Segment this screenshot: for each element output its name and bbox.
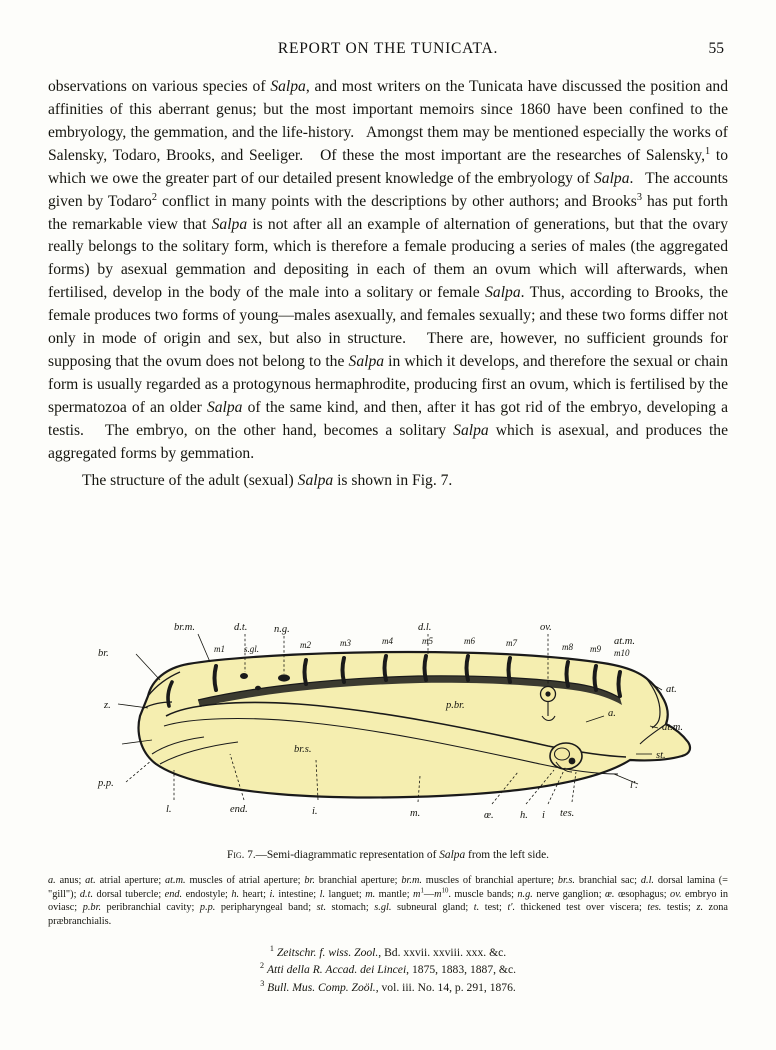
label-m3: m3	[340, 638, 351, 648]
footnote-2: $^2$ Atti della R. Accad. dei Lincei, 1875, 1883, 1887, &c.	[260, 961, 516, 977]
figure-7	[48, 604, 728, 856]
label-ng: n.g.	[274, 624, 290, 635]
label-l: l.	[166, 804, 172, 815]
label-dt: d.t.	[234, 622, 248, 633]
label-tes: tes.	[560, 808, 575, 819]
label-pbr: p.br.	[446, 700, 465, 711]
label-ov: ov.	[540, 622, 552, 633]
figure-caption	[48, 849, 728, 861]
label-l-prime: l'.	[630, 780, 638, 791]
label-atm-right: at.m.	[662, 722, 683, 733]
label-h: h.	[520, 810, 528, 821]
paragraph-2: The structure of the adult (sexual) Salpa is shown in Fig. 7.	[82, 471, 453, 489]
figure-caption-text: Semi-diagrammatic representation of Salpa from the left side.	[266, 849, 549, 861]
label-m6: m6	[464, 636, 475, 646]
label-m2: m2	[300, 640, 311, 650]
footnote-3: $^3$ Bull. Mus. Comp. Zoöl., vol. iii. No. 14, p. 291, 1876.	[260, 978, 516, 994]
label-brs: br.s.	[294, 744, 312, 755]
label-atm-top: at.m.	[614, 636, 635, 647]
label-a: a.	[608, 708, 616, 719]
label-brm: br.m.	[174, 622, 196, 633]
label-m7: m7	[506, 638, 517, 648]
label-m8: m8	[562, 642, 573, 652]
label-m: m.	[410, 808, 421, 819]
footnote-1: $^1$ Zeitschr. f. wiss. Zool., Bd. xxvii. xxviii. xxx. &c.	[269, 944, 507, 959]
figure-caption-label: Fig. 7.—	[226, 849, 267, 861]
salpa-body	[139, 652, 690, 797]
label-dl: d.l.	[418, 622, 432, 633]
label-m4: m4	[382, 636, 393, 646]
page-header	[52, 40, 724, 62]
page-number: 55	[708, 40, 724, 57]
label-pp: p.p.	[98, 778, 114, 789]
label-end: end.	[230, 804, 248, 815]
label-at: at.	[666, 684, 677, 695]
body-text	[48, 76, 728, 493]
figure-key: a. anus; at. atrial aperture; at.m. muscles of atrial aperture; br. branchial aperture; br.m. muscles of branchial aperture; br.s. branchial sac; d.l. dorsal lamina (= "gill"); d.t. dorsal tubercle; end. endostyle; h. heart; i. intestine; l. languet; m. mantle; $m^1—m^{10}$. muscle bands; n.g. nerve ganglion; œ. œsophagus; ov. embryo in oviasc; p.br. peribranchial cavity; p.p. peripharyngeal band; st. stomach; s.gl. subneural gland; t. test; t'. thickened test over viscera; tes. testis; z. zona præbranchialis.	[48, 875, 728, 927]
label-m5: m5	[422, 636, 433, 646]
label-m1: m1	[214, 644, 225, 654]
label-i2: i	[542, 810, 545, 821]
label-sgl: s.gl.	[244, 644, 260, 654]
label-br: br.	[98, 648, 109, 659]
footnotes	[48, 944, 728, 996]
label-m9: m9	[590, 644, 601, 654]
label-m10: m10	[614, 648, 630, 658]
label-st: st.	[656, 750, 666, 761]
label-oe: œ.	[484, 810, 494, 821]
paragraph-1: observations on various species of Salpa, and most writers on the Tunicata have discussed the position and affinities of this aberrant genus; but the most important memoirs since 1860 have been confined to the embryology, the gemmation, and the life-history. Amongst them may be mentioned especially the works of Salensky, Todaro, Brooks, and Seeliger. Of these the most important are the researches of Salensky,$^1$ to which we owe the greater part of our detailed present knowledge of the embryology of Salpa. The accounts given by Todaro$^2$ conflict in many points with the descriptions by other authors; and Brooks$^3$ has put forth the remarkable view that Salpa is not after all an example of alternation of generations, but that the ovary really belongs to the solitary form, which is therefore a female producing a series of males (the aggregated forms) by asexual gemmation and depositing in each of them an ovum which will afterwards, when fertilised, develop in the body of the male into a solitary or female Salpa. Thus, according to Brooks, the female produces two forms of young—males asexually, and females sexually; and these two forms differ not only in mode of origin and sex, but also in structure. There are, however, no sufficient grounds for supposing that the ovum does not belong to the Salpa in which it develops, and therefore the sexual or chain form is usually regarded as a protogynous hermaphrodite, producing first an ovum, which is fertilised by the spermatozoa of an older Salpa of the same kind, and then, after it has got rid of the embryo, developing a testis. The embryo, on the other hand, becomes a solitary Salpa which is asexual, and produces the aggregated forms by gemmation.	[48, 78, 729, 462]
running-title: REPORT ON THE TUNICATA.	[277, 40, 499, 57]
label-i: i.	[312, 806, 318, 817]
label-z: z.	[104, 700, 111, 711]
